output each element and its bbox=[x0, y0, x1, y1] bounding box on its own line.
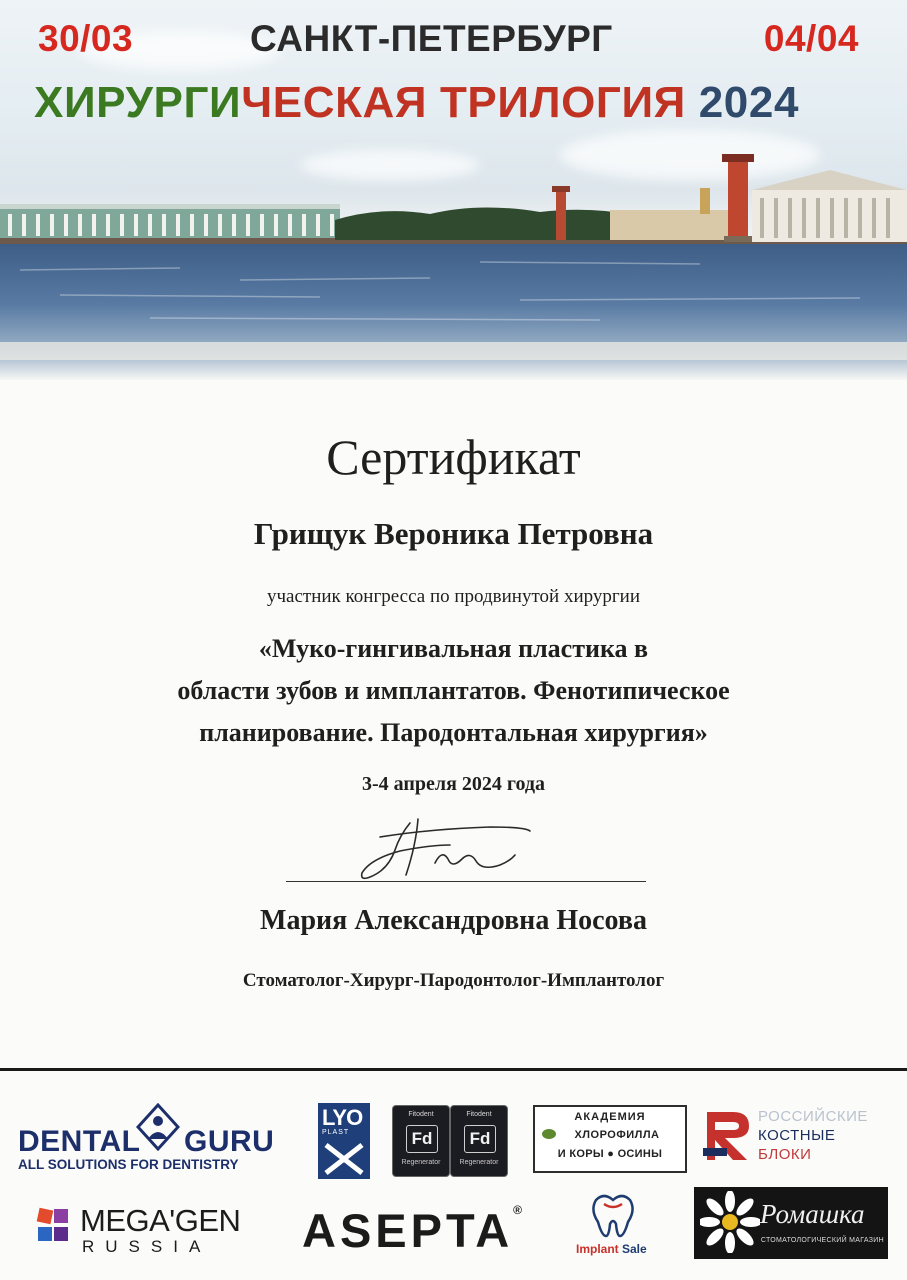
fitodent-2-bottom: Regenerator bbox=[459, 1159, 499, 1166]
lyoplast-x-icon bbox=[324, 1143, 364, 1175]
rk-line3: БЛОКИ bbox=[758, 1146, 812, 1163]
implant-sale-logo bbox=[570, 1192, 670, 1264]
asepta-word: ASEPTA bbox=[302, 1204, 514, 1257]
dental-guru-word1: DENTAL bbox=[18, 1125, 141, 1158]
lyoplast-sub: PLAST bbox=[322, 1129, 350, 1136]
megagen-cube-icon bbox=[34, 1205, 74, 1249]
rk-letter-r-icon bbox=[703, 1108, 755, 1164]
fitodent-logo-1 bbox=[392, 1105, 450, 1177]
fitodent-2-top: Fitodent bbox=[466, 1111, 492, 1118]
city-name: САНКТ-ПЕТЕРБУРГ bbox=[250, 18, 613, 59]
dental-guru-word2: GURU bbox=[184, 1125, 275, 1158]
romashka-word: Ромашка bbox=[760, 1199, 865, 1229]
akademia-line1: АКАДЕМИЯ bbox=[574, 1111, 646, 1123]
course-title-line1: «Муко-гингивальная пластика в bbox=[258, 634, 649, 663]
start-date: 30/03 bbox=[38, 18, 134, 59]
signer-title: Стоматолог-Хирург-Пародонтолог-Имплантолог bbox=[242, 970, 665, 991]
tooth-icon bbox=[590, 1192, 636, 1240]
event-title bbox=[34, 78, 799, 128]
akademia-hlorofilla-logo bbox=[533, 1105, 687, 1173]
romashka-sub: СТОМАТОЛОГИЧЕСКИЙ МАГАЗИН bbox=[760, 1237, 884, 1244]
lyoplast-name: LYO bbox=[322, 1105, 363, 1130]
rk-line1: РОССИЙСКИЕ bbox=[758, 1108, 868, 1125]
megagen-sub: RUSSIA bbox=[82, 1237, 212, 1256]
implant-sale-text bbox=[576, 1242, 647, 1256]
daisy-icon bbox=[700, 1191, 760, 1253]
recipient-role: участник конгресса по продвинутой хирургии bbox=[267, 586, 640, 607]
dental-guru-logo bbox=[18, 1103, 288, 1173]
handwritten-signature bbox=[340, 815, 550, 890]
rossiyskie-kostnye-bloki-logo bbox=[703, 1108, 893, 1168]
course-dates: 3-4 апреля 2024 года bbox=[361, 773, 546, 795]
fitodent-logo-2 bbox=[450, 1105, 508, 1177]
lyoplast-logo bbox=[318, 1103, 370, 1179]
dental-guru-tagline: ALL SOLUTIONS FOR DENTISTRY bbox=[18, 1157, 239, 1172]
certificate-title: Сертификат bbox=[326, 429, 581, 485]
signature-line bbox=[286, 881, 646, 882]
megagen-logo bbox=[34, 1203, 244, 1259]
signer-name: Мария Александровна Носова bbox=[260, 905, 647, 936]
fitodent-2-mark: Fd bbox=[464, 1125, 496, 1153]
romashka-logo bbox=[694, 1187, 888, 1259]
course-title-line2: области зубов и имплантатов. Фенотипическое bbox=[177, 676, 730, 705]
event-title-part2: ЧЕСКАЯ ТРИЛОГИЯ bbox=[241, 78, 686, 127]
course-title-line3: планирование. Пародонтальная хирургия» bbox=[199, 718, 708, 747]
implant-sale-part1: Implant bbox=[576, 1242, 619, 1256]
asepta-logo bbox=[302, 1203, 522, 1258]
event-year: 2024 bbox=[685, 78, 800, 127]
header-banner bbox=[0, 0, 907, 380]
asepta-registered-mark: ® bbox=[513, 1203, 522, 1217]
course-title bbox=[0, 628, 907, 754]
fitodent-1-top: Fitodent bbox=[408, 1111, 434, 1118]
implant-sale-part2: Sale bbox=[618, 1242, 647, 1256]
petersburg-skyline-illustration bbox=[0, 150, 907, 380]
megagen-word: MEGA'GEN bbox=[80, 1203, 241, 1238]
end-date: 04/04 bbox=[763, 18, 859, 59]
fitodent-1-bottom: Regenerator bbox=[401, 1159, 441, 1166]
akademia-line2: ХЛОРОФИЛЛА bbox=[574, 1129, 660, 1141]
recipient-name: Грищук Вероника Петровна bbox=[253, 516, 654, 551]
fitodent-1-mark: Fd bbox=[406, 1125, 438, 1153]
akademia-line3: И КОРЫ ● ОСИНЫ bbox=[557, 1148, 663, 1160]
footer-divider bbox=[0, 1068, 907, 1071]
guru-emblem-icon bbox=[136, 1103, 180, 1151]
event-title-part1: ХИРУРГИ bbox=[34, 78, 242, 127]
rk-line2: КОСТНЫЕ bbox=[758, 1127, 836, 1144]
